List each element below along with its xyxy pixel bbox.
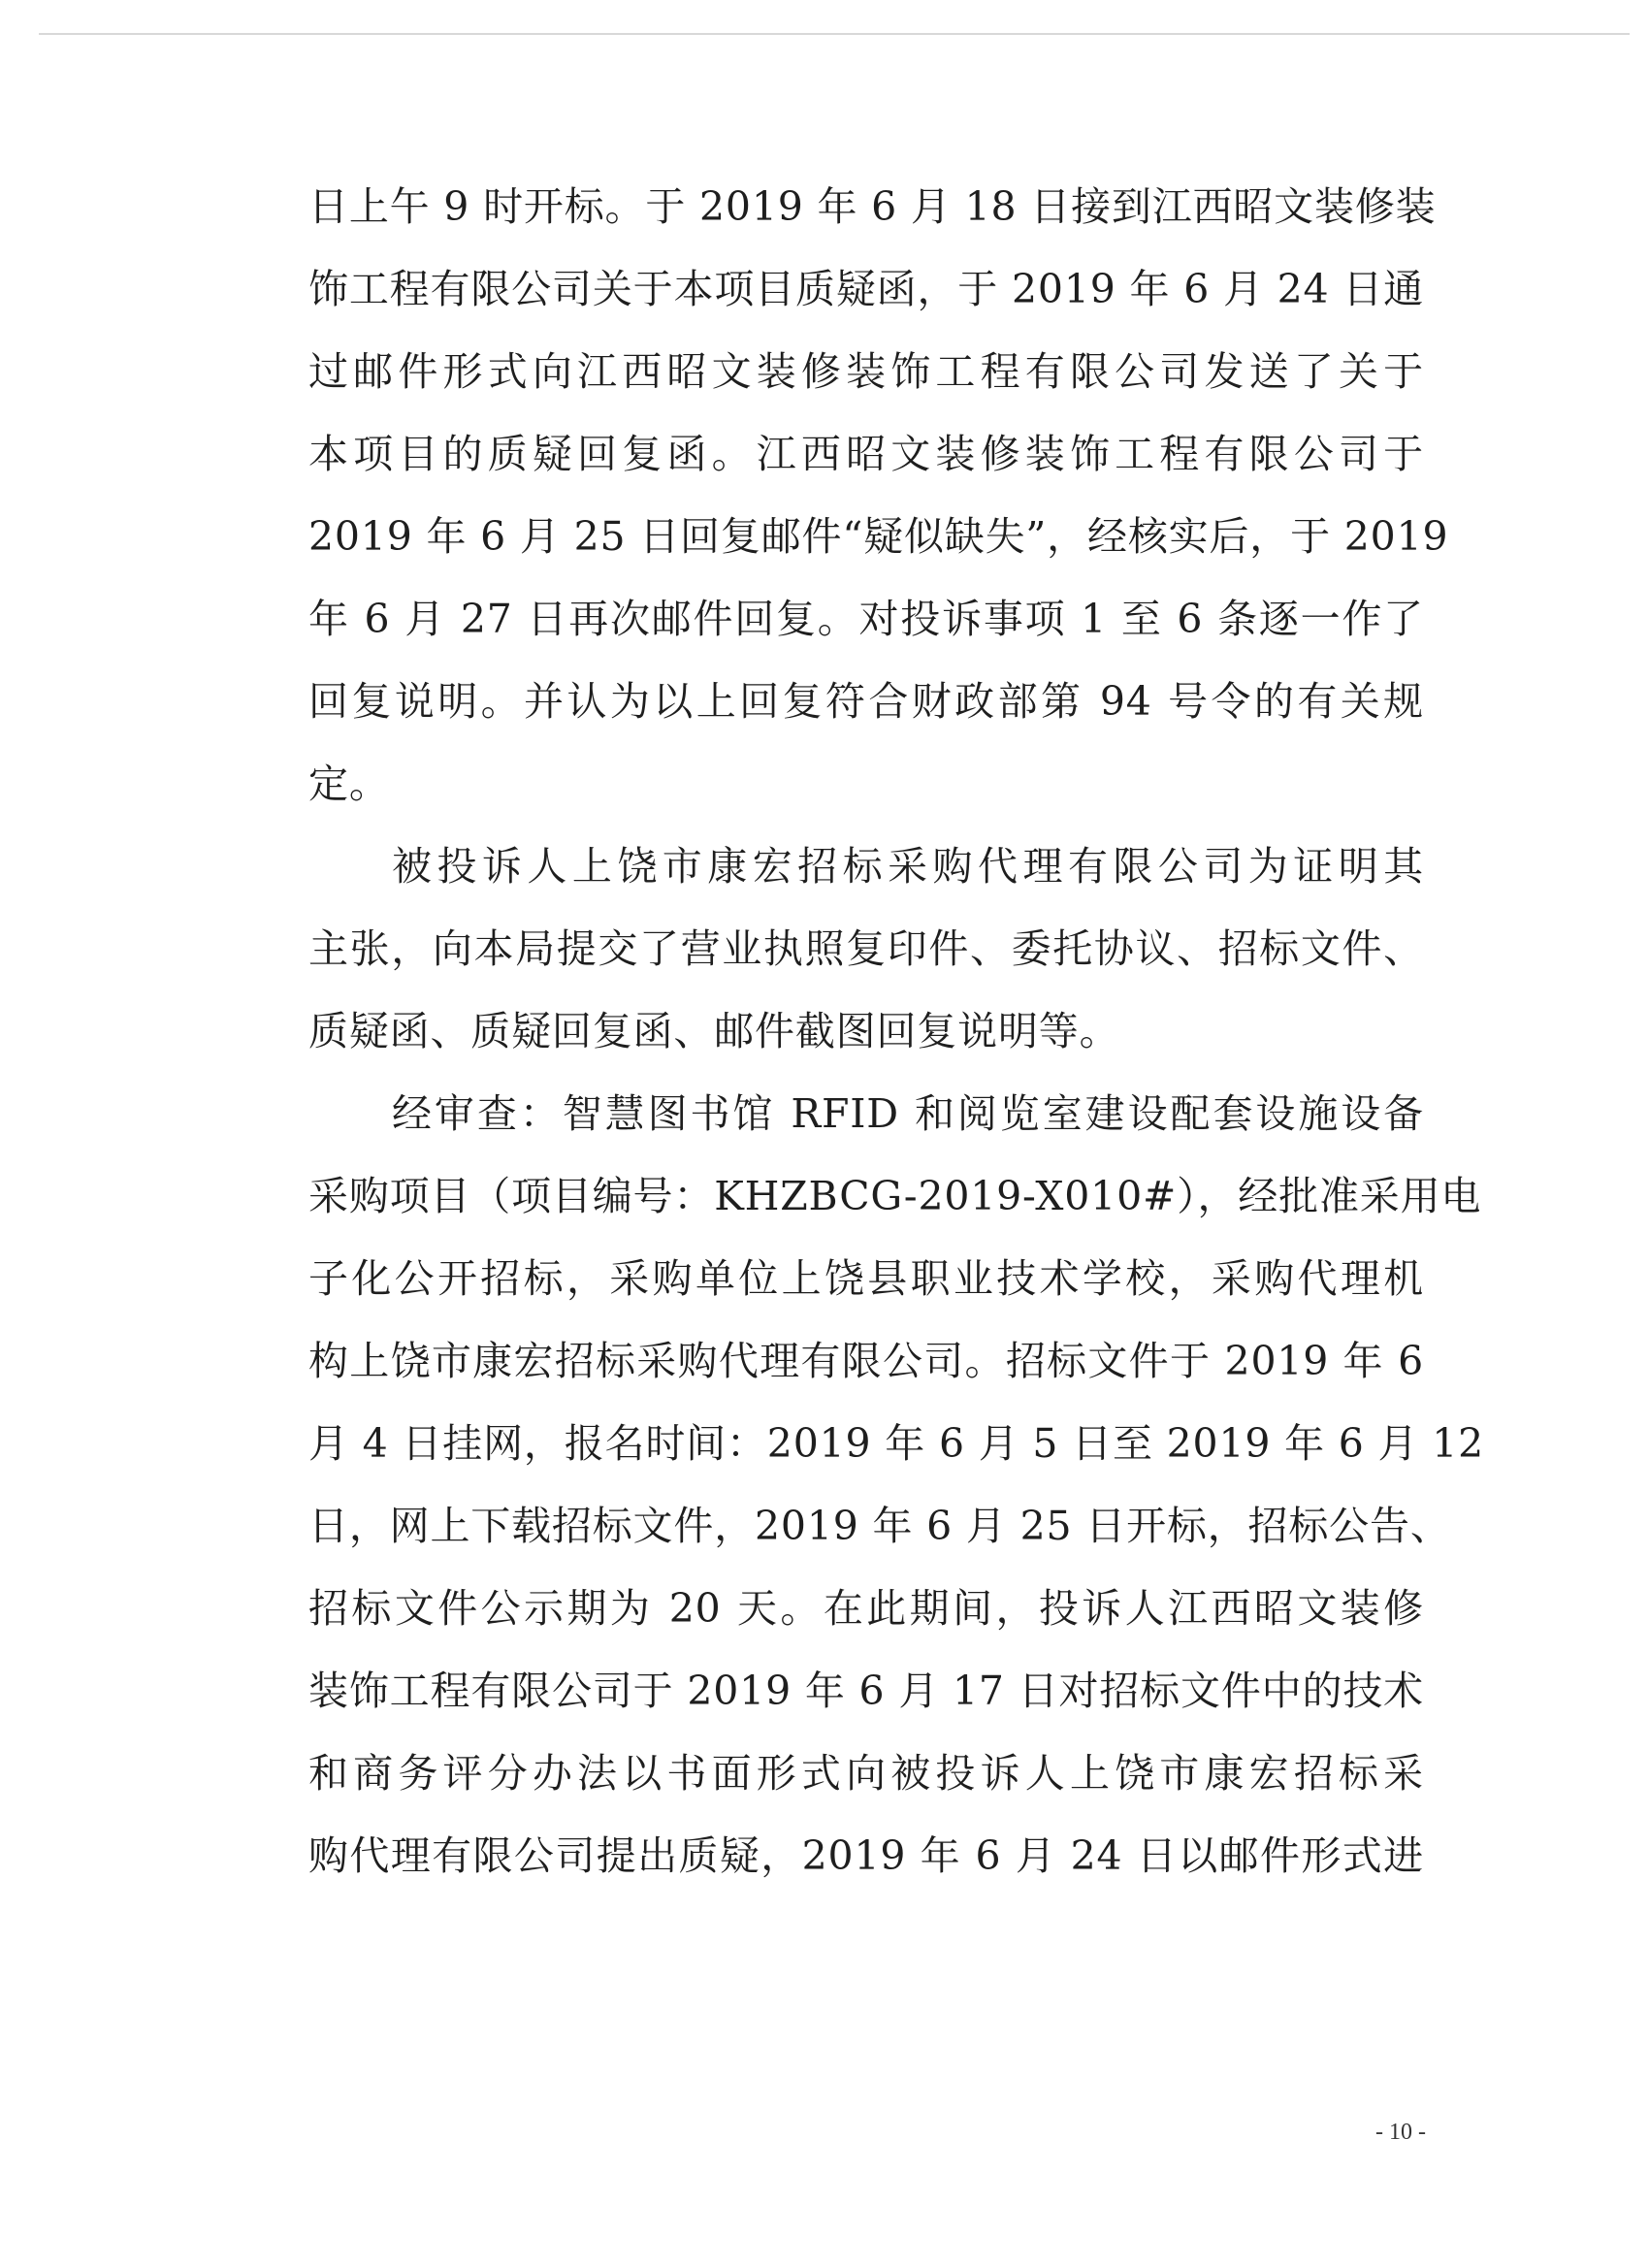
paragraph-2-line-3: 质疑函、质疑回复函、邮件截图回复说明等。 [308,1008,1120,1054]
paragraph-1-line-6: 年 6 月 27 日再次邮件回复。对投诉事项 1 至 6 条逐一作了 [308,596,1424,642]
paragraph-1-line-8: 定。 [308,761,390,807]
paragraph-2-line-2: 主张，向本局提交了营业执照复印件、委托协议、招标文件、 [308,925,1424,972]
paragraph-3-line-1: 经审查：智慧图书馆 RFID 和阅览室建设配套设施设备 [392,1090,1424,1137]
top-rule [39,33,1630,35]
paragraph-3-line-8: 装饰工程有限公司于 2019 年 6 月 17 日对招标文件中的技术 [308,1668,1424,1714]
paragraph-3-line-5: 月 4 日挂网，报名时间：2019 年 6 月 5 日至 2019 年 6 月 12 [308,1420,1485,1467]
paragraph-3-line-6: 日，网上下载招标文件，2019 年 6 月 25 日开标，招标公告、 [308,1503,1451,1549]
paragraph-1-line-4: 本项目的质疑回复函。江西昭文装修装饰工程有限公司于 [308,431,1424,477]
paragraph-3-line-10: 购代理有限公司提出质疑，2019 年 6 月 24 日以邮件形式进 [308,1832,1424,1879]
paragraph-3-line-7: 招标文件公示期为 20 天。在此期间，投诉人江西昭文装修 [308,1585,1424,1632]
paragraph-1-line-3: 过邮件形式向江西昭文装修装饰工程有限公司发送了关于 [308,348,1424,395]
page-number: - 10 - [1375,2120,1426,2145]
paragraph-1-line-5: 2019 年 6 月 25 日回复邮件“疑似缺失”，经核实后，于 2019 [308,513,1449,560]
paragraph-3-line-2: 采购项目（项目编号：KHZBCG-2019-X010#），经批准采用电 [308,1173,1482,1219]
paragraph-1-line-1: 日上午 9 时开标。于 2019 年 6 月 18 日接到江西昭文装修装 [308,183,1437,230]
paragraph-3-line-3: 子化公开招标，采购单位上饶县职业技术学校，采购代理机 [308,1255,1424,1302]
paragraph-3-line-4: 构上饶市康宏招标采购代理有限公司。招标文件于 2019 年 6 [308,1338,1424,1384]
paragraph-1-line-2: 饰工程有限公司关于本项目质疑函，于 2019 年 6 月 24 日通 [308,266,1424,312]
paragraph-1-line-7: 回复说明。并认为以上回复符合财政部第 94 号令的有关规 [308,678,1424,725]
paragraph-3-line-9: 和商务评分办法以书面形式向被投诉人上饶市康宏招标采 [308,1750,1424,1797]
paragraph-2-line-1: 被投诉人上饶市康宏招标采购代理有限公司为证明其 [392,843,1424,890]
